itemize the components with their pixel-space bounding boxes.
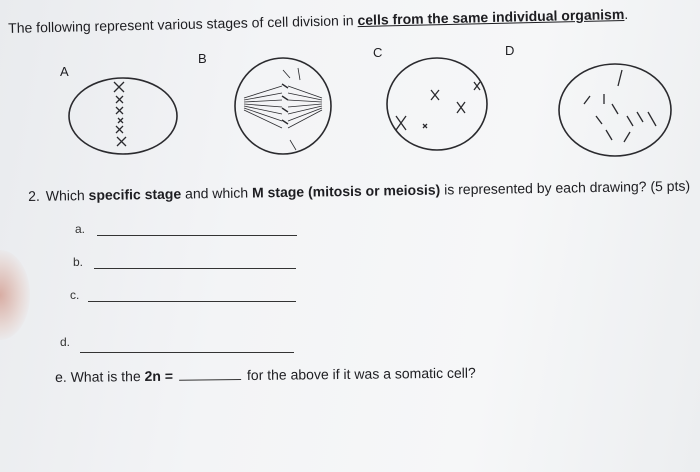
answer-label-a: a. — [75, 222, 86, 236]
cell-c-drawing — [387, 58, 487, 150]
part-e-text-1: What is the — [70, 368, 145, 385]
question-bold-1: specific stage — [88, 185, 182, 204]
part-e-blank[interactable] — [179, 368, 241, 381]
answer-line-d[interactable] — [80, 352, 294, 353]
question-bold-3: (mitosis or meiosis) — [307, 181, 441, 200]
answer-label-b: b. — [73, 255, 84, 269]
question-number: 2. — [28, 187, 40, 204]
question-text-2: and which — [181, 184, 253, 202]
answer-line-c[interactable] — [88, 301, 296, 302]
finger-shadow — [0, 250, 30, 340]
question-bold-2: M stage — [251, 183, 305, 201]
answer-line-b[interactable] — [94, 268, 296, 269]
cell-drawings — [0, 0, 700, 180]
part-e-label: e. — [55, 368, 67, 385]
stage-label-a: A — [60, 64, 69, 79]
answer-label-d: d. — [60, 335, 71, 349]
stage-label-b: B — [198, 51, 207, 66]
intro-emphasis: cells from the same individual organism — [357, 6, 625, 29]
question-text-4: is represented by each drawing? (5 pts) — [440, 177, 691, 198]
part-e-bold: 2n = — [144, 367, 174, 385]
stage-label-c: C — [373, 45, 383, 60]
cell-a-drawing — [69, 78, 177, 154]
part-e-text-2: for the above if it was a somatic cell? — [246, 364, 476, 383]
answer-line-a[interactable] — [97, 235, 297, 236]
question-text-1: Which — [45, 187, 89, 204]
answer-label-c: c. — [70, 288, 80, 302]
cell-b-drawing — [235, 58, 331, 154]
question-2 — [28, 178, 690, 204]
intro-period: . — [624, 5, 629, 23]
stage-label-d: D — [505, 43, 515, 58]
intro-text: The following represent various stages of cell division in — [8, 12, 358, 36]
cell-d-drawing — [559, 64, 671, 156]
part-e-question — [55, 365, 476, 385]
